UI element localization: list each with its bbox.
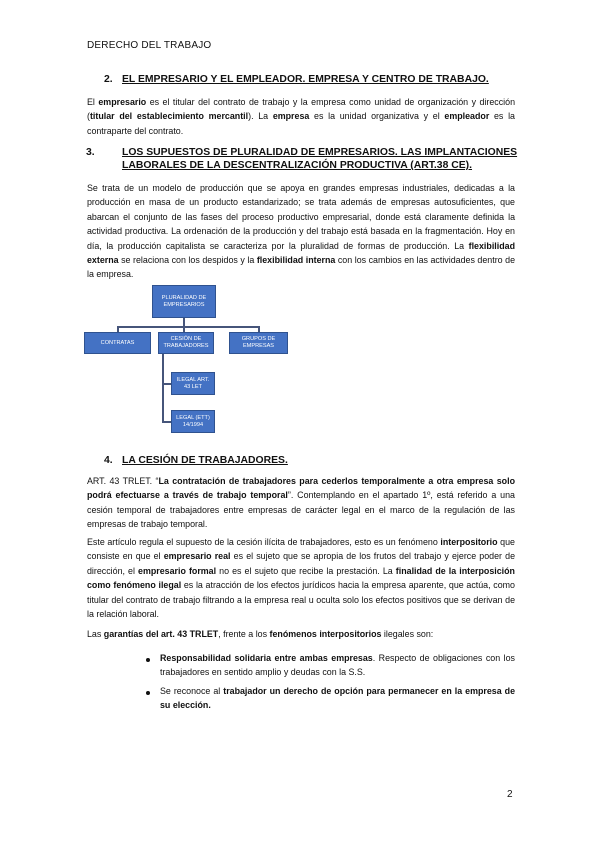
text-run: es la atracción de los efectos jurídicos hacia la empresa aparente, que actúa, como titular del contrato de trabajo filtrando a la empresa real u oculta solo los efectos positivos que se derivan de la relación laboral. — [87, 580, 515, 620]
bold-text-run: La contratación de trabajadores para cederlos temporalmente a otra empresa solo podrá efectuarse a través de trabajo temporal — [87, 476, 515, 501]
section-4-paragraph-3 — [87, 627, 515, 641]
bullet-icon — [146, 658, 150, 662]
text-run: es el titular del contrato de trabajo y la empresa como unidad de organización y dirección ( — [87, 97, 516, 122]
text-run: El — [87, 97, 99, 107]
section-4-heading — [104, 454, 288, 467]
running-header: DERECHO DEL TRABAJO — [87, 40, 212, 51]
bold-text-run: fenómenos interpositorios — [269, 629, 382, 639]
bold-text-run: trabajador un derecho de opción para permanecer en la empresa de su elección. — [160, 686, 515, 711]
text-run: Se reconoce al — [160, 686, 224, 696]
text-run: es el sujeto que se apropia de los frutos del trabajo y ejerce poder de dirección, el — [87, 551, 516, 576]
diagram-root-box: PLURALIDAD DE EMPRESARIOS — [152, 285, 216, 318]
text-run: . Respecto de obligaciones con los trabajadores en sentido amplio y deudas con la S.S. — [160, 653, 515, 678]
connector-line — [162, 421, 171, 423]
text-run: ”. Contemplando en el apartado 1º, está referido a una cesión temporal de trabajadores entre empresas de carácter legal en el marco de la regulación de las empresas de trabajo temporal. — [87, 490, 515, 530]
bold-text-run: finalidad de la interposición como fenómeno ilegal — [87, 565, 515, 591]
section-number: 3. — [86, 147, 95, 158]
text-run: es la unidad organizativa y el — [309, 111, 445, 122]
page-number: 2 — [507, 789, 513, 800]
diagram-sub-box-legal: LEGAL (ETT) 14/1994 — [171, 410, 215, 433]
bold-text-run: garantías del art. 43 TRLET — [103, 629, 219, 639]
text-run: que consiste en que el — [87, 537, 515, 562]
section-4-paragraph-1 — [87, 474, 515, 532]
diagram-child-box-cesion: CESIÓN DE TRABAJADORES — [158, 332, 214, 354]
section-2-heading — [104, 73, 489, 86]
text-run: se relaciona con los despidos y la — [118, 255, 257, 266]
section-title: LOS SUPUESTOS DE PLURALIDAD DE EMPRESARIOS. LAS IMPLANTACIONES LABORALES DE LA DESCENTRALIZACIÓN PRODUCTIVA (ART.38 CE). — [122, 147, 518, 171]
bold-text-run: empresa — [272, 111, 310, 122]
text-run: es la contraparte del contrato. — [87, 111, 515, 136]
text-run: ). La — [248, 111, 273, 122]
text-run: Se trata de un modelo de producción que se apoya en grandes empresas industriales, dedicadas a la producción en masa de un producto estandarizado; se trata además de empresas autosuficientes, que abarcan el conjunto de las fases del proceso productivo empresarial, donde está claramente definida la actividad productiva. La ordenación de la producción y del trabajo está basada en la fragmentación. Hoy en día, la producción capitalista se caracteriza por la pluralidad de formas de producción. La — [87, 183, 515, 251]
bold-text-run: empleador — [444, 111, 490, 122]
bold-text-run: empresario formal — [138, 565, 217, 576]
bullet-icon — [146, 691, 150, 695]
bullet-item — [160, 651, 515, 680]
bold-text-run: empresario — [98, 97, 147, 107]
connector-line — [117, 326, 259, 328]
text-run: Este artículo regula el supuesto de la cesión ilícita de trabajadores, esto es un fenómeno — [87, 537, 441, 547]
bold-text-run: flexibilidad externa — [87, 240, 515, 266]
text-run: ART. 43 TRLET. “ — [87, 476, 159, 486]
diagram-child-box-grupos: GRUPOS DE EMPRESAS — [229, 332, 288, 354]
section-title: EL EMPRESARIO Y EL EMPLEADOR. EMPRESA Y CENTRO DE TRABAJO. — [122, 74, 489, 85]
diagram-child-box-contratas: CONTRATAS — [84, 332, 151, 354]
section-2-paragraph — [87, 95, 515, 138]
diagram-sub-box-ilegal: ILEGAL ART. 43 LET — [171, 372, 215, 395]
section-number: 4. — [104, 455, 113, 466]
bold-text-run: interpositorio — [440, 537, 498, 547]
connector-line — [162, 354, 164, 422]
text-run: ilegales son: — [381, 629, 434, 639]
text-run: , frente a los — [218, 629, 270, 639]
section-3-heading — [86, 146, 534, 172]
connector-line — [162, 383, 171, 385]
bold-text-run: titular del establecimiento mercantil — [89, 111, 249, 122]
section-3-paragraph — [87, 181, 515, 282]
text-run: Las — [87, 629, 104, 639]
bullet-item — [160, 684, 515, 713]
section-title: LA CESIÓN DE TRABAJADORES. — [122, 455, 288, 466]
section-4-paragraph-2 — [87, 535, 515, 621]
bold-text-run: flexibilidad interna — [256, 255, 336, 266]
bold-text-run: Responsabilidad solidaria entre ambas empresas — [160, 653, 373, 663]
section-number: 2. — [104, 74, 113, 85]
bold-text-run: empresario real — [163, 551, 231, 562]
text-run: no es el sujeto que recibe la prestación. La — [216, 565, 396, 576]
text-run: con los cambios en las actividades dentro de la empresa. — [87, 255, 516, 280]
